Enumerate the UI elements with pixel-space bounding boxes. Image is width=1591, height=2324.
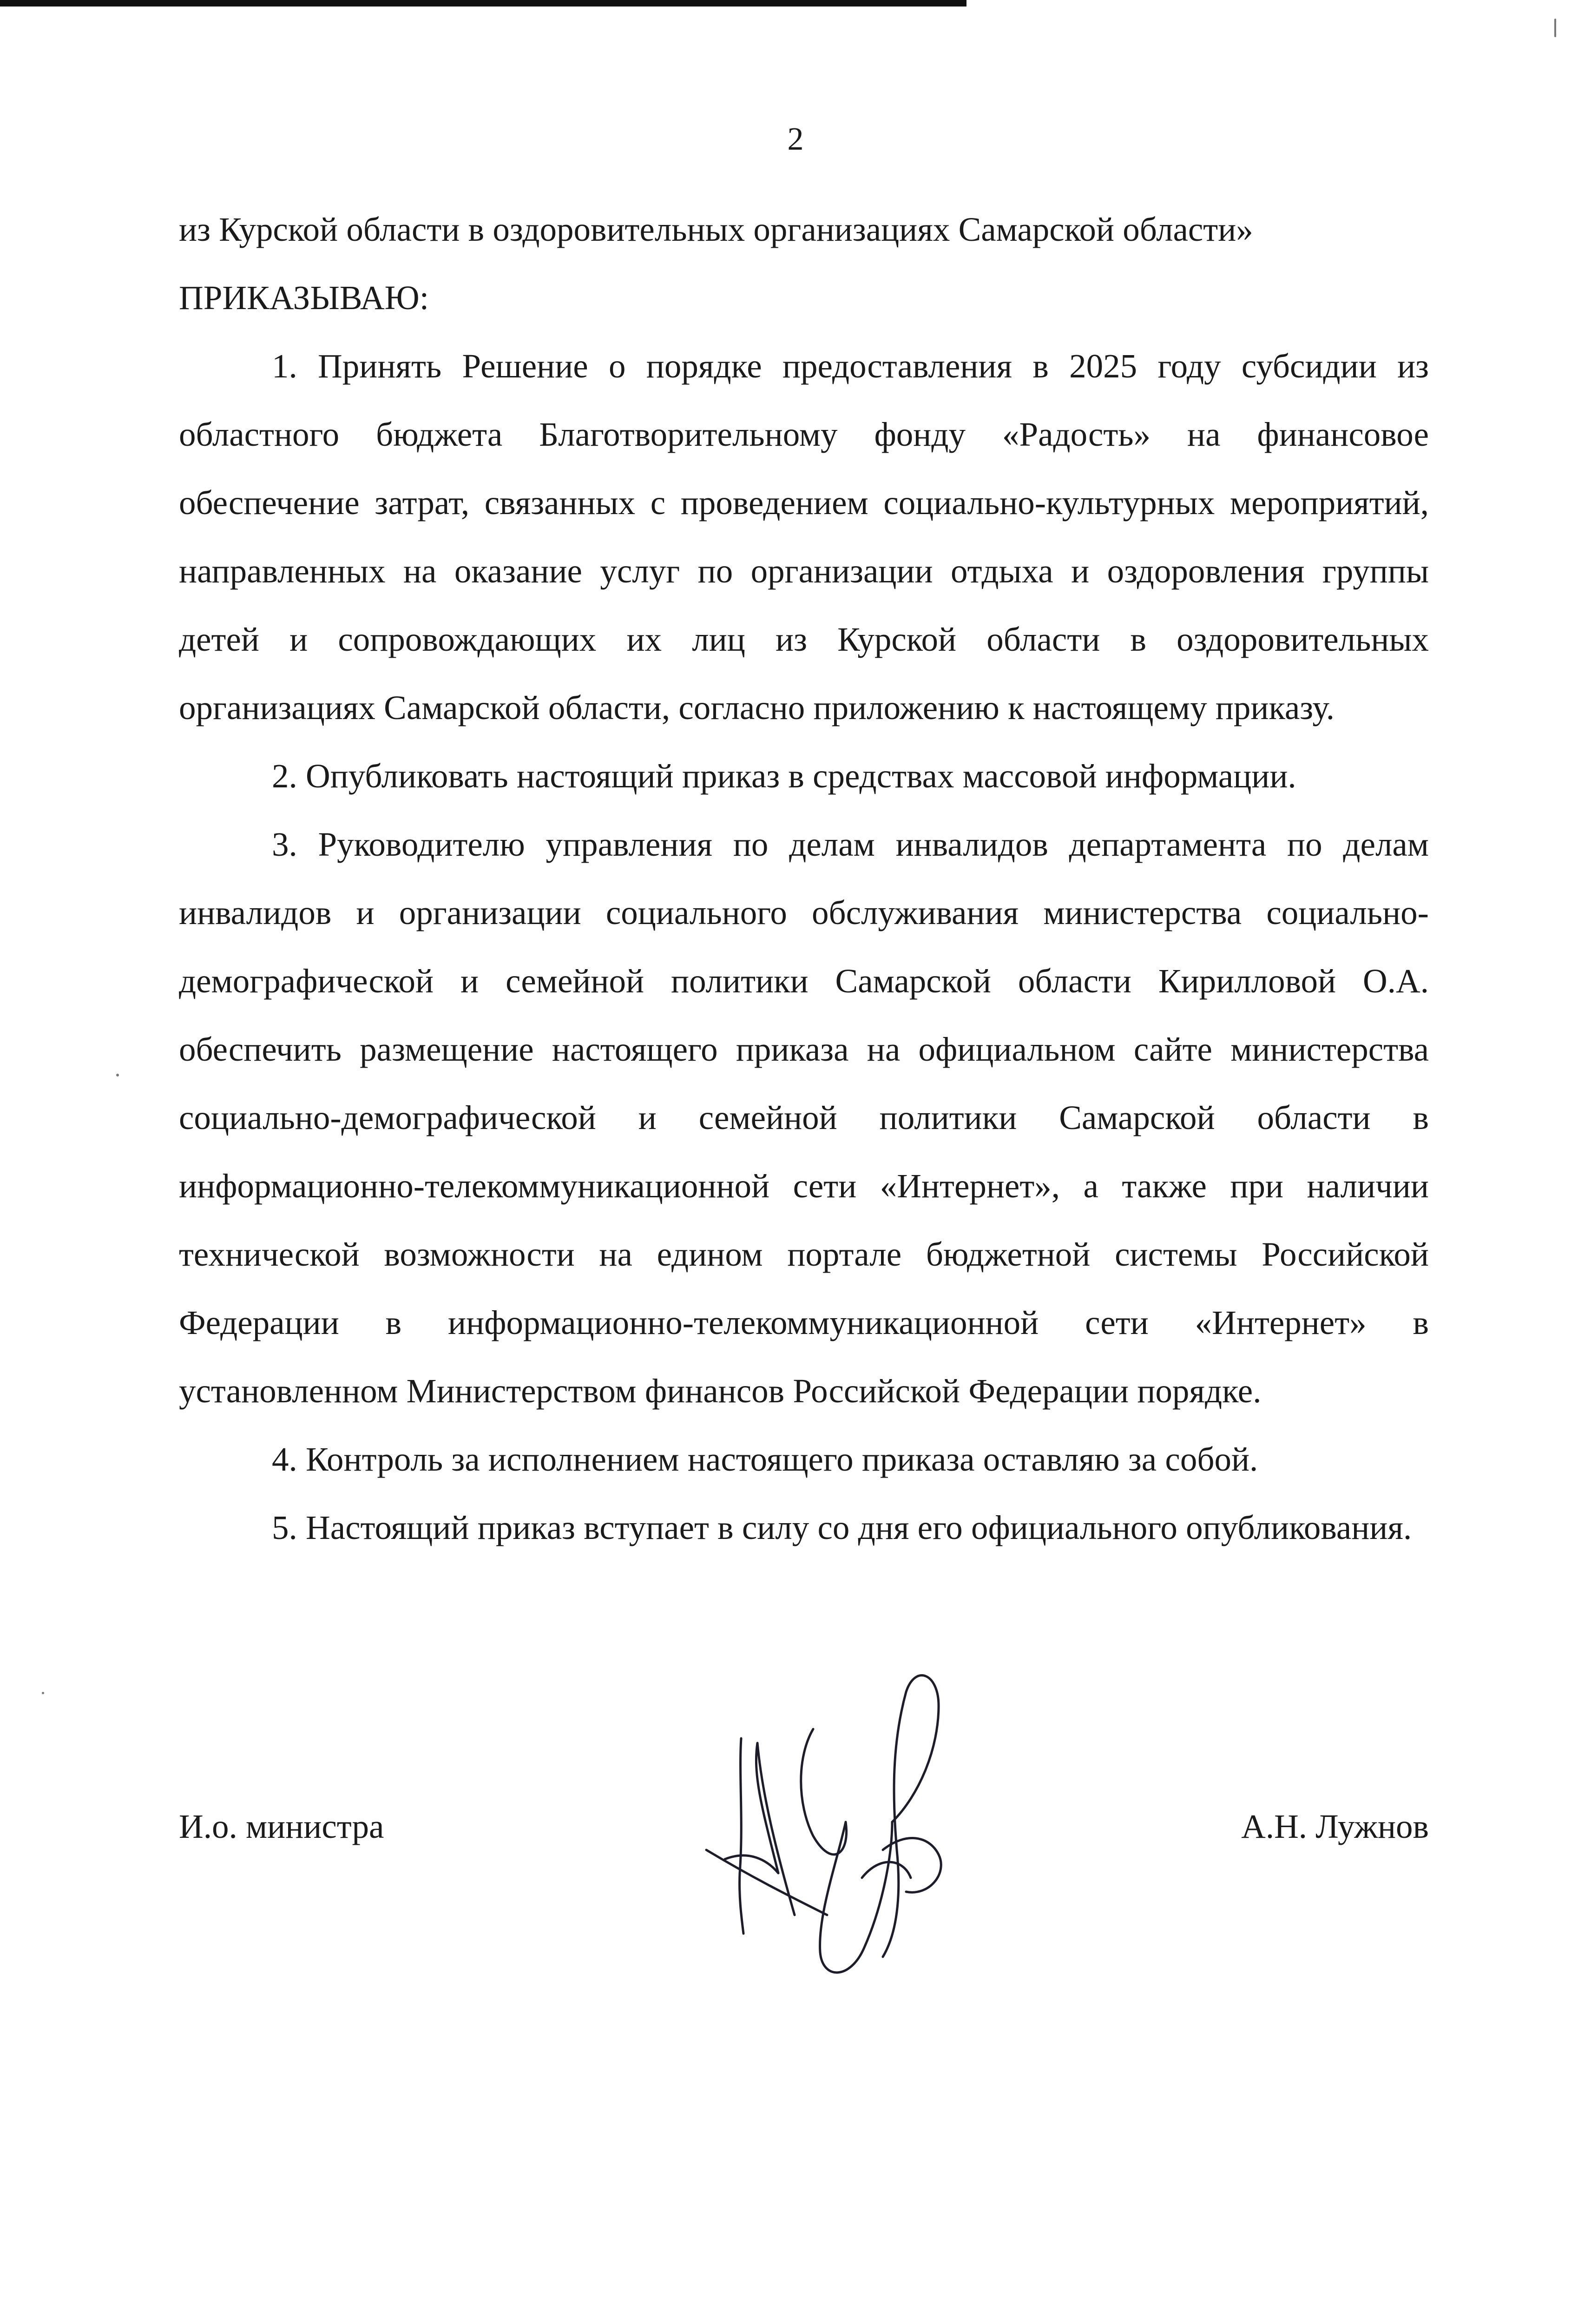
handwritten-signature bbox=[697, 1655, 985, 1989]
signatory-title: И.о. министра bbox=[179, 1808, 384, 1845]
order-item-4: 4. Контроль за исполнением настоящего приказа оставляю за собой. bbox=[272, 1440, 1258, 1478]
page-number: 2 bbox=[787, 121, 804, 157]
document-body bbox=[179, 195, 1429, 1562]
signatory-name: А.Н. Лужнов bbox=[1241, 1808, 1429, 1845]
scan-speck bbox=[116, 1074, 119, 1076]
order-item-1: 1. Принять Решение о порядке предоставления в 2025 году субсидии из областного бюджета Благотворительному фонду «Радость» на финансовое обеспечение затрат, связанных с проведением социально-культурных мероприятий, направленных на оказание услуг по организации отдыха и оздоровления группы детей и сопровождающих их лиц из Курской области в оздоровительных организациях Самарской области, согласно приложению к настоящему приказу. bbox=[179, 347, 1429, 726]
order-item-3: 3. Руководителю управления по делам инвалидов департамента по делам инвалидов и организации социального обслуживания министерства социально-демографической и семейной политики Самарской области Кирилловой О.А. обеспечить размещение настоящего приказа на официальном сайте министерства социально-демографической и семейной политики Самарской области в информационно-телекоммуникационной сети «Интернет», а также при наличии технической возможности на едином портале бюджетной системы Российской Федерации в информационно-телекоммуникационной сети «Интернет» в установленном Министерством финансов Российской Федерации порядке. bbox=[179, 825, 1429, 1410]
paragraph-continuation: из Курской области в оздоровительных организациях Самарской области» bbox=[179, 211, 1253, 248]
order-heading: ПРИКАЗЫВАЮ: bbox=[179, 279, 429, 317]
scan-speck bbox=[1554, 19, 1556, 37]
order-item-2: 2. Опубликовать настоящий приказ в средствах массовой информации. bbox=[272, 757, 1296, 795]
order-item-5: 5. Настоящий приказ вступает в силу со дня его официального опубликования. bbox=[272, 1509, 1412, 1546]
scan-speck bbox=[42, 1692, 44, 1694]
scan-edge bbox=[0, 0, 966, 7]
